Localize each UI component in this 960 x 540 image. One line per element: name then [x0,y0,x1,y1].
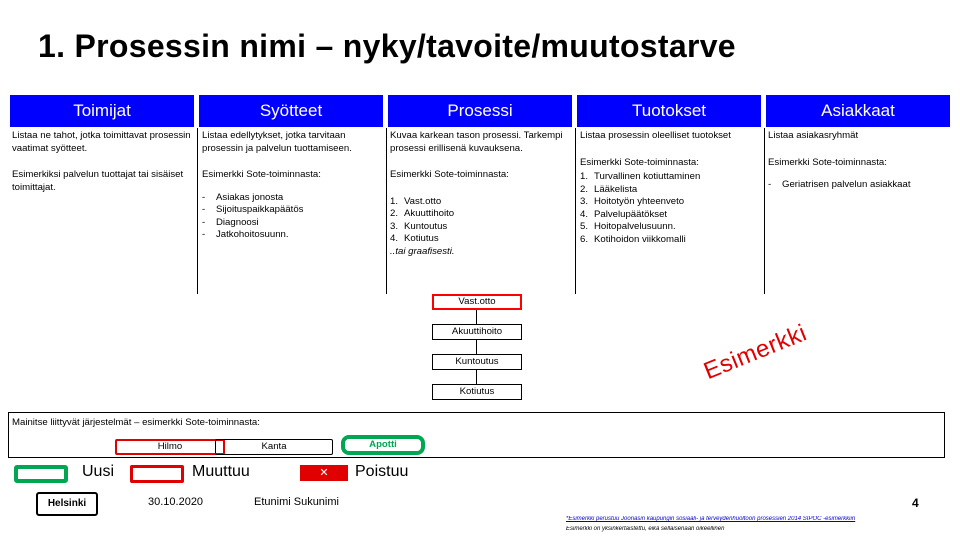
graphic-note: ..tai graafisesti. [390,245,455,257]
outputs-list [580,171,762,246]
list-item: 4. Palvelupäätökset [580,208,668,220]
systems-caption: Mainitse liittyvät järjestelmät – esimerkki Sote-toiminnasta: [12,417,260,428]
system-hilmo: Hilmo [115,439,225,455]
legend-new-swatch [14,465,68,483]
column-description: Listaa ne tahot, jotka toimittavat prosessin vaatimat syötteet. [12,130,191,154]
column-description: Listaa prosessin oleelliset tuotokset [580,130,731,141]
customers-list [768,179,954,192]
column-divider [764,128,765,294]
flow-step-kotiutus: Kotiutus [432,384,522,400]
list-item: 2. Akuuttihoito [390,208,455,219]
flow-step-akuuttihoito: Akuuttihoito [432,324,522,340]
flow-arrow [476,340,477,354]
column-header-toimijat: Toimijat [10,95,194,127]
inputs-list [202,192,384,242]
footer-date: 30.10.2020 [148,496,204,508]
footer-disclaimer: Esimerkki on yksinkertaistettu, eikä sellaisenaan oikeellinen [566,526,725,532]
list-item: - Geriatrisen palvelun asiakkaat [768,179,911,190]
column-example: Esimerkki Sote-toiminnasta: [580,156,699,168]
list-item: 5. Hoitopalvelusuunn. [580,221,676,232]
flow-step-kuntoutus: Kuntoutus [432,354,522,370]
list-item: - Asiakas jonosta [202,191,284,203]
system-kanta: Kanta [215,439,333,455]
example-watermark: Esimerkki [700,319,811,386]
flow-arrow [476,370,477,384]
list-item: - Sijoituspaikkapäätös [202,204,304,215]
list-item: 3. Hoitotyön yhteenveto [580,196,685,207]
column-description: Listaa asiakasryhmät [768,130,859,141]
system-apotti: Apotti [341,435,425,455]
column-header-prosessi: Prosessi [388,95,572,127]
column-divider [575,128,576,294]
column-asiakkaat [768,130,954,192]
column-example: Esimerkki Sote-toiminnasta: [768,156,887,168]
legend-changed-swatch [130,465,184,483]
systems-box [8,412,945,458]
flow-arrow [476,310,477,324]
legend-changed-label: Muuttuu [192,463,250,480]
list-item: - Jatkohoitosuunn. [202,229,289,240]
column-syotteet [202,130,384,242]
list-item: - Diagnoosi [202,216,259,228]
column-description: Listaa edellytykset, jotka tarvitaan prosessin ja palvelun tuottamiseen. [202,130,352,154]
helsinki-logo: Helsinki [36,492,98,516]
column-header-tuotokset: Tuotokset [577,95,761,127]
page-number: 4 [912,496,919,510]
column-example: Esimerkki Sote-toiminnasta: [202,169,321,180]
column-prosessi [390,130,572,258]
close-icon: ✕ [319,467,329,479]
list-item: 3. Kuntoutus [390,220,448,232]
column-tuotokset [580,130,762,246]
legend-removed-swatch [300,465,348,481]
column-header-syotteet: Syötteet [199,95,383,127]
list-item: 2. Lääkelista [580,183,638,195]
column-example: Esimerkki Sote-toiminnasta: [390,169,509,180]
column-toimijat [12,130,192,194]
flow-step-vastotto: Vast.otto [432,294,522,310]
column-example: Esimerkiksi palvelun tuottajat tai sisäiset toimittajat. [12,169,184,193]
column-divider [386,128,387,294]
list-item: 1. Turvallinen kotiuttaminen [580,171,701,182]
legend-new-label: Uusi [82,463,115,480]
legend-removed-label: Poistuu [355,463,409,480]
footer-source-note: *Esimerkki perustuu Joonasin kaupungin sosiaali- ja terveydenhuoltoon prosessien 2014 SIPOC -esimerkkiin [566,516,856,522]
list-item: 6. Kotihoidon viikkomalli [580,233,686,245]
footer-author: Etunimi Sukunimi [254,496,339,508]
list-item: 4. Kotiutus [390,233,439,244]
column-description: Kuvaa karkean tason prosessi. Tarkempi prosessi erillisenä kuvauksena. [390,130,563,154]
page-title: 1. Prosessin nimi – nyky/tavoite/muutostarve [38,28,736,64]
process-list [390,196,572,246]
list-item: 1. Vast.otto [390,195,442,207]
column-header-asiakkaat: Asiakkaat [766,95,950,127]
column-divider [197,128,198,294]
